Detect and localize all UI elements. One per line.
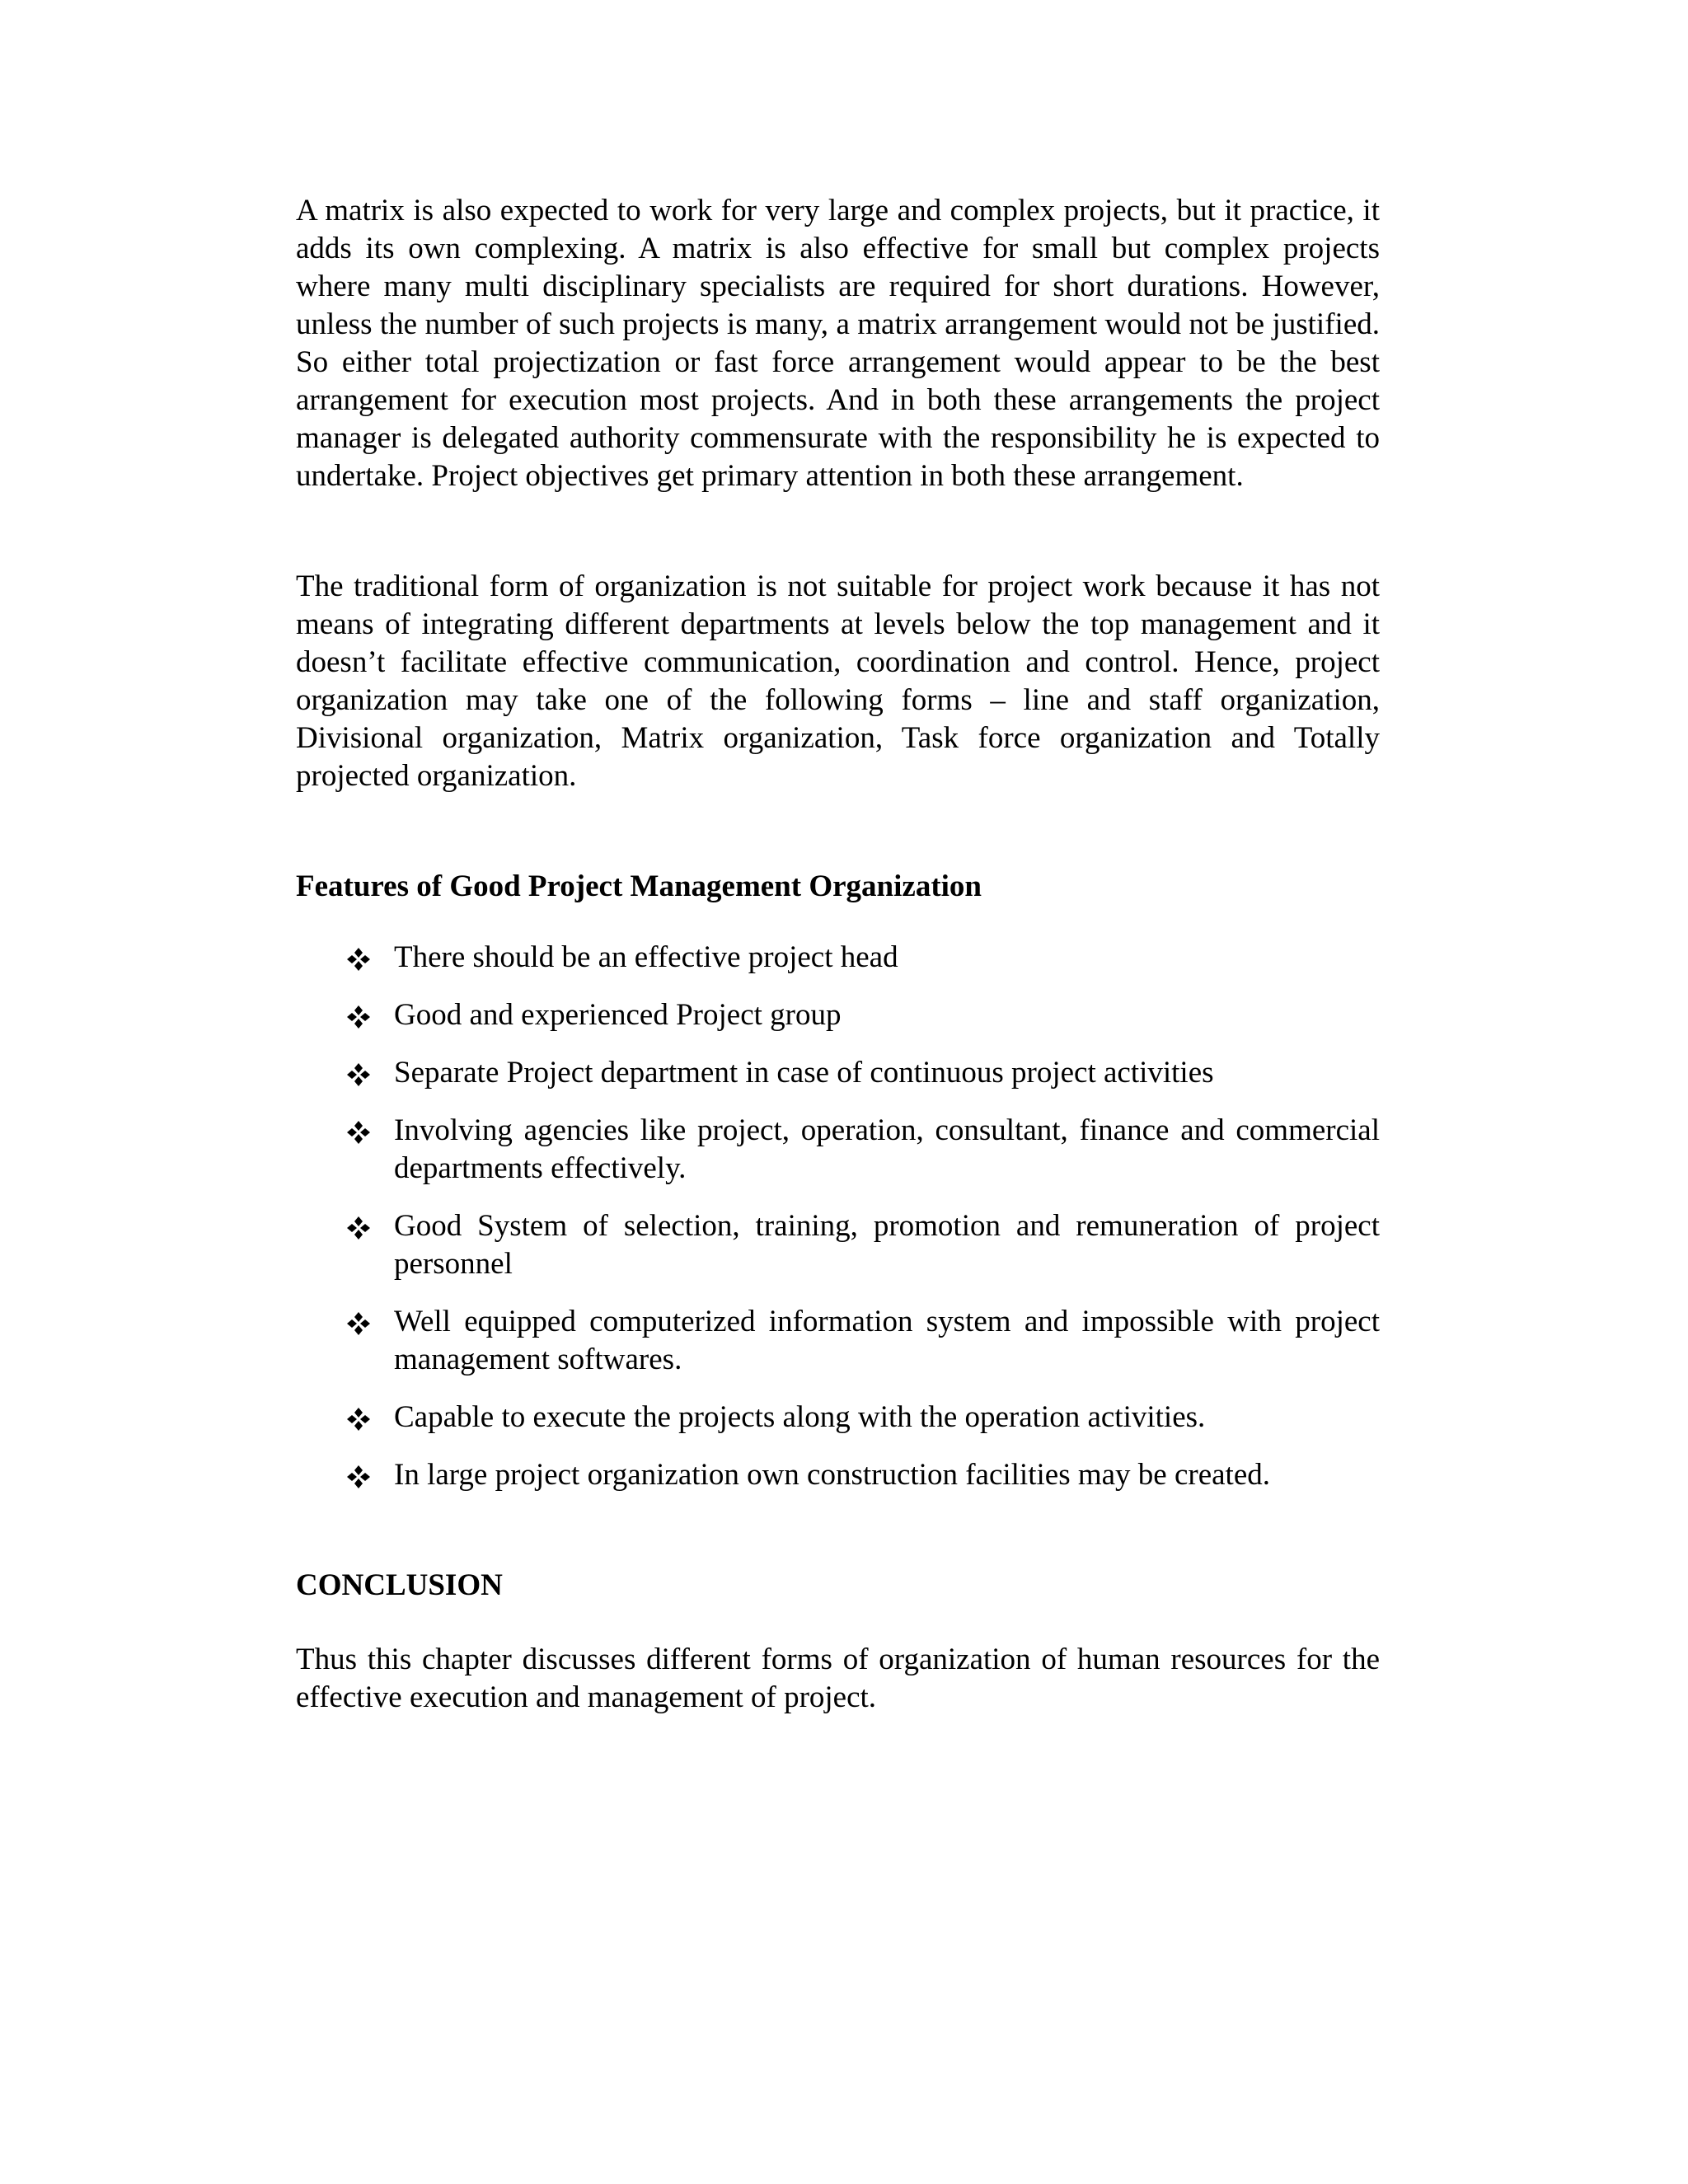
four-diamond-bullet-icon: [346, 947, 371, 972]
list-item-text: Involving agencies like project, operation, consultant, finance and commercial departments effectively.: [394, 1113, 1380, 1185]
list-item-text: There should be an effective project head: [394, 940, 898, 974]
conclusion-paragraph: Thus this chapter discusses different forms of organization of human resources for the effective execution and management of project.: [296, 1643, 1380, 1714]
features-list: [296, 939, 1380, 1494]
list-item-text: Capable to execute the projects along with the operation activities.: [394, 1400, 1206, 1434]
four-diamond-bullet-icon: [346, 1005, 371, 1029]
list-item: [296, 1054, 1380, 1092]
traditional-organization-paragraph: The traditional form of organization is not suitable for project work because it has not means of integrating different departments at levels below the top management and it doesn’t facilitate effective communication, coordination and control. Hence, project organization may take one of the following forms – line and staff organization, Divisional organization, Matrix organization, Task force organization and Totally projected organization.: [296, 569, 1380, 793]
page-content: [296, 192, 1380, 1717]
matrix-paragraph: A matrix is also expected to work for very large and complex projects, but it practice, it adds its own complexing. A matrix is also effective for small but complex projects where many multi disciplinary specialists are required for short durations. However, unless the number of such projects is many, a matrix arrangement would not be justified. So either total projectization or fast force arrangement would appear to be the best arrangement for execution most projects. And in both these arrangements the project manager is delegated authority commensurate with the responsibility he is expected to undertake. Project objectives get primary attention in both these arrangement.: [296, 194, 1380, 493]
list-item-text: Separate Project department in case of continuous project activities: [394, 1056, 1214, 1090]
four-diamond-bullet-icon: [346, 1216, 371, 1240]
four-diamond-bullet-icon: [346, 1407, 371, 1432]
list-item-text: In large project organization own construction facilities may be created.: [394, 1458, 1271, 1492]
list-item: [296, 1112, 1380, 1188]
list-item: [296, 1456, 1380, 1494]
four-diamond-bullet-icon: [346, 1062, 371, 1087]
features-heading: Features of Good Project Management Organization: [296, 869, 982, 903]
list-item: [296, 939, 1380, 977]
conclusion-heading: CONCLUSION: [296, 1568, 503, 1602]
four-diamond-bullet-icon: [346, 1120, 371, 1145]
four-diamond-bullet-icon: [346, 1311, 371, 1336]
list-item-text: Good and experienced Project group: [394, 998, 842, 1032]
list-item: [296, 1207, 1380, 1283]
list-item-text: Well equipped computerized information system and impossible with project management softwares.: [394, 1305, 1380, 1376]
list-item: [296, 996, 1380, 1034]
list-item: [296, 1399, 1380, 1436]
list-item: [296, 1303, 1380, 1379]
list-item-text: Good System of selection, training, promotion and remuneration of project personnel: [394, 1209, 1380, 1281]
four-diamond-bullet-icon: [346, 1465, 371, 1489]
